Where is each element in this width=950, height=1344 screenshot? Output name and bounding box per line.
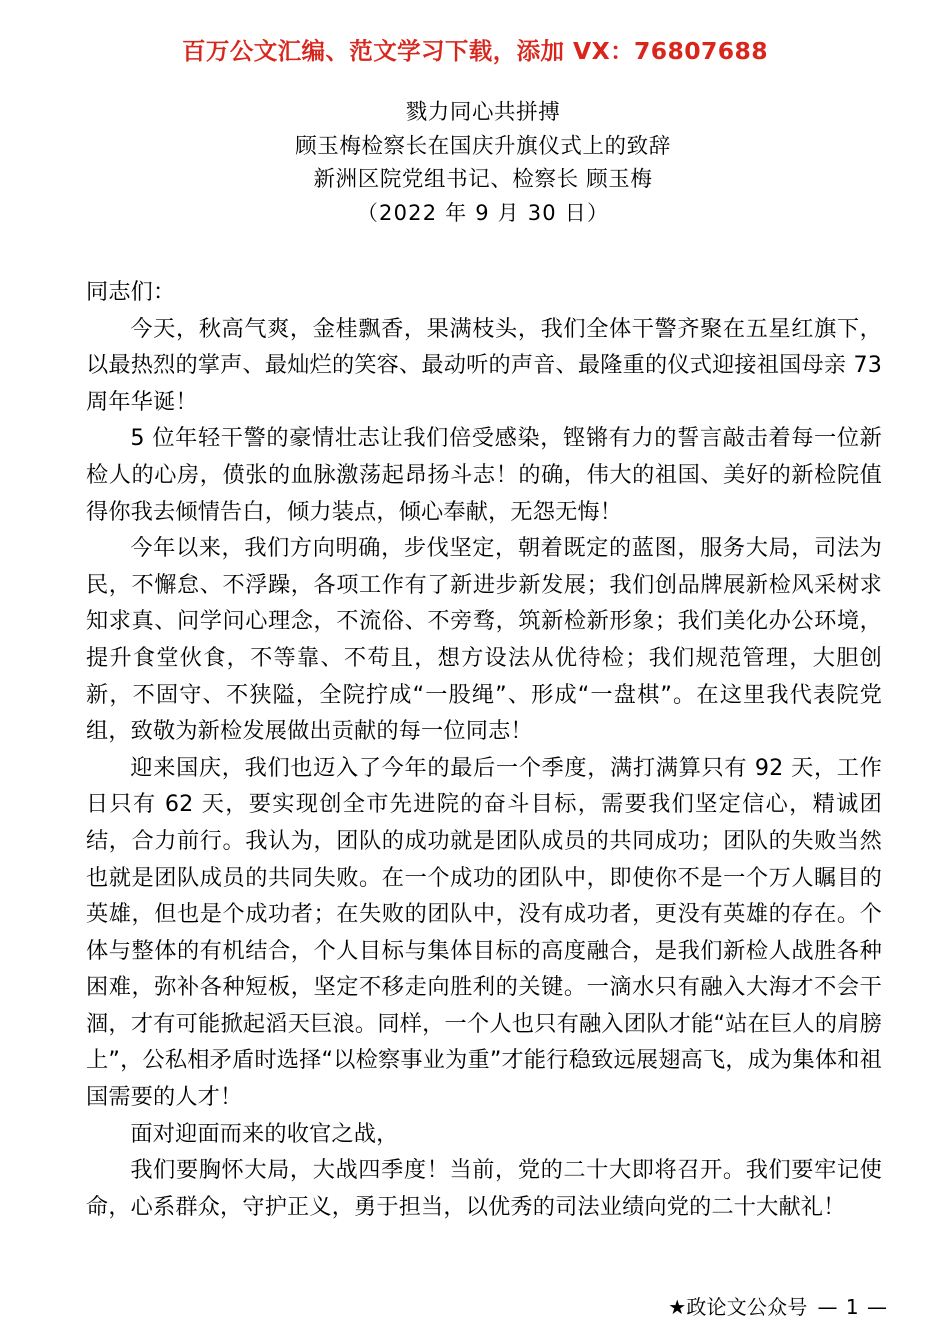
- paragraph: 今年以来，我们方向明确，步伐坚定，朝着既定的蓝图，服务大局，司法为民，不懈怠、不浮躁，各项工作有了新进步新发展；我们创品牌展新检风采树求知求真、问学问心理念，不流俗、不旁骛，筑新检新形象；我们美化办公环境，提升食堂伙食，不等靠、不苟且，想方设法从优待检；我们规范管理，大胆创新，不固守、不狭隘，全院拧成“一股绳”、形成“一盘棋”。在这里我代表院党组，致敬为新检发展做出贡献的每一位同志！: [86, 535, 882, 745]
- document-subheading: 顾玉梅检察长在国庆升旗仪式上的致辞: [295, 133, 671, 159]
- footer-watermark: ★政论文公众号: [668, 1295, 808, 1319]
- document-body: [86, 274, 882, 1225]
- document-byline: 新洲区院党组书记、检察长 顾玉梅: [313, 167, 653, 192]
- promo-text: 百万公文汇编、范文学习下载，添加 VX：76807688: [182, 37, 768, 65]
- paragraph: 今天，秋高气爽，金桂飘香，果满枝头，我们全体干警齐聚在五星红旗下，以最热烈的掌声、最灿烂的笑容、最动听的声音、最隆重的仪式迎接祖国母亲 73 周年华诞！: [86, 315, 882, 415]
- document-title-block: [86, 96, 880, 230]
- document-date: （2022 年 9 月 30 日）: [356, 200, 610, 225]
- document-heading: 戮力同心共拼搏: [405, 100, 561, 125]
- promo-banner: [0, 37, 950, 65]
- paragraph: 我们要胸怀大局，大战四季度！当前，党的二十大即将召开。我们要牢记使命，心系群众，守护正义，勇于担当，以优秀的司法业绩向党的二十大献礼！: [86, 1157, 882, 1220]
- paragraph: 5 位年轻干警的豪情壮志让我们倍受感染，铿锵有力的誓言敲击着每一位新检人的心房，偾张的血脉激荡起昂扬斗志！的确，伟大的祖国、美好的新检院值得你我去倾情告白，倾力装点，倾心奉献，无怨无悔！: [86, 425, 882, 525]
- footer-content: [668, 1294, 888, 1320]
- page-footer: [0, 1286, 950, 1320]
- paragraph: 面对迎面而来的收官之战，: [130, 1120, 399, 1147]
- salutation: 同志们：: [86, 279, 176, 305]
- paragraph: 迎来国庆，我们也迈入了今年的最后一个季度，满打满算只有 92 天，工作日只有 62 天，要实现创全市先进院的奋斗目标，需要我们坚定信心，精诚团结，合力前行。我认为，团队的成功就是团队成员的共同成功；团队的失败当然也就是团队成员的共同失败。在一个成功的团队中，即使你不是一个万人瞩目的英雄，但也是个成功者；在失败的团队中，没有成功者，更没有英雄的存在。个体与整体的有机结合，个人目标与集体目标的高度融合，是我们新检人战胜各种困难，弥补各种短板，坚定不移走向胜利的关键。一滴水只有融入大海才不会干涸，才有可能掀起滔天巨浪。同样，一个人也只有融入团队才能“站在巨人的肩膀上”，公私相矛盾时选择“以检察事业为重”才能行稳致远展翅高飞，成为集体和祖国需要的人才！: [86, 754, 882, 1111]
- page-number: — 1 —: [817, 1295, 888, 1319]
